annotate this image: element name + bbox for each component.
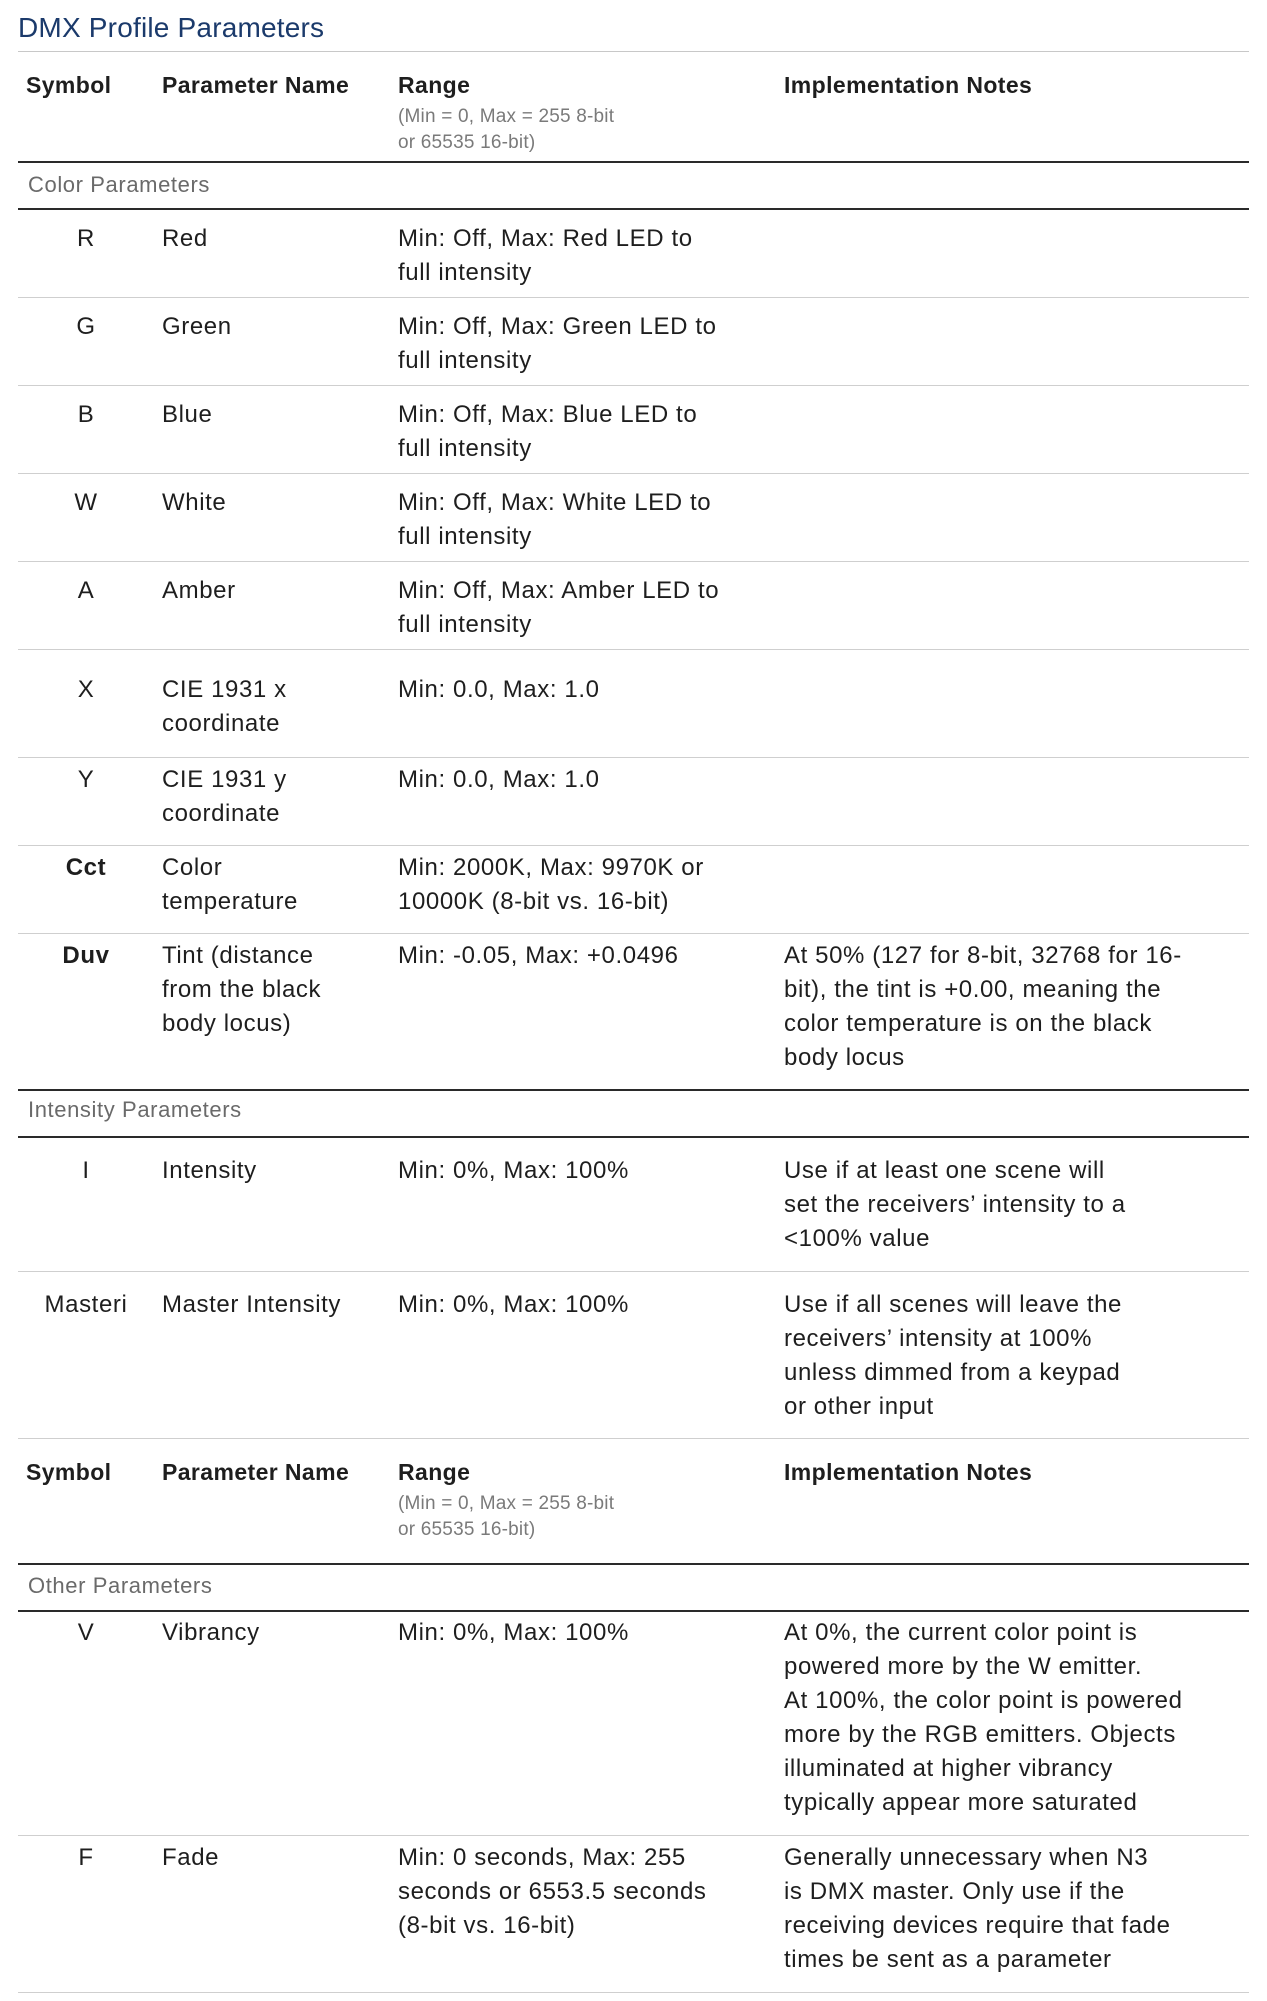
row-range	[398, 561, 784, 649]
row-notes-line: color temperature is on the black	[784, 1009, 1152, 1037]
title-divider	[18, 51, 1249, 52]
table-row	[18, 385, 1249, 473]
header-range-sub-2: or 65535 16-bit)	[398, 132, 536, 153]
row-notes	[784, 1835, 1249, 1992]
row-parameter-name	[154, 757, 398, 845]
row-notes	[784, 933, 1249, 1090]
row-name-line: CIE 1931 y	[162, 765, 287, 793]
row-notes	[784, 209, 1249, 297]
header-range	[398, 68, 784, 162]
row-notes-line: At 100%, the color point is powered	[784, 1687, 1183, 1714]
section-row-color	[18, 162, 1249, 209]
row-notes	[784, 297, 1249, 385]
header-range-label: Range	[398, 72, 471, 98]
row-notes	[784, 649, 1249, 757]
table-row	[18, 209, 1249, 297]
row-notes	[784, 1611, 1249, 1835]
table-row	[18, 1835, 1249, 1992]
row-symbol: W	[74, 488, 98, 516]
row-notes-line: times be sent as a parameter	[784, 1945, 1112, 1973]
section-label-color: Color Parameters	[28, 172, 210, 197]
header-symbol: Symbol	[26, 72, 112, 98]
row-notes	[784, 1271, 1249, 1438]
row-notes	[784, 473, 1249, 561]
table-row	[18, 561, 1249, 649]
row-parameter-name: Blue	[162, 400, 213, 428]
row-range-line: seconds or 6553.5 seconds	[398, 1877, 707, 1905]
row-name-line: Color	[162, 853, 223, 881]
table-header-row	[18, 68, 1249, 162]
row-notes	[784, 561, 1249, 649]
row-notes-line: Use if all scenes will leave the	[784, 1290, 1123, 1318]
header-range-sub-1: (Min = 0, Max = 255 8-bit	[398, 106, 615, 127]
table-row	[18, 757, 1249, 845]
row-range: Min: 0.0, Max: 1.0	[398, 765, 600, 793]
table-row	[18, 473, 1249, 561]
row-range-line: full intensity	[398, 259, 532, 286]
row-range	[398, 845, 784, 933]
table-row	[18, 845, 1249, 933]
row-range	[398, 297, 784, 385]
row-symbol: V	[77, 1619, 95, 1646]
row-range: Min: 0%, Max: 100%	[398, 1157, 629, 1184]
row-symbol: I	[82, 1157, 90, 1184]
row-range: Min: -0.05, Max: +0.0496	[398, 941, 679, 969]
row-range	[398, 385, 784, 473]
table-header-row	[18, 1452, 1249, 1564]
row-range	[398, 1835, 784, 1992]
row-range-line: Min: Off, Max: Green LED to	[398, 312, 717, 340]
header-implementation-notes: Implementation Notes	[784, 1459, 1033, 1485]
page-title: DMX Profile Parameters	[18, 12, 325, 43]
row-range-line: full intensity	[398, 522, 532, 550]
parameters-table-1	[18, 68, 1249, 1439]
row-notes-line: unless dimmed from a keypad	[784, 1358, 1121, 1386]
row-name-line: coordinate	[162, 709, 281, 737]
row-notes	[784, 385, 1249, 473]
row-range-line: full intensity	[398, 610, 532, 638]
table-row	[18, 1137, 1249, 1271]
row-notes-line: receivers’ intensity at 100%	[784, 1324, 1093, 1352]
header-range-sub-2: or 65535 16-bit)	[398, 1519, 536, 1540]
row-range-line: Min: Off, Max: Red LED to	[398, 225, 693, 252]
row-notes-line: bit), the tint is +0.00, meaning the	[784, 975, 1162, 1003]
table-row	[18, 933, 1249, 1090]
row-notes-line: Generally unnecessary when N3	[784, 1843, 1149, 1871]
row-notes-line: receiving devices require that fade	[784, 1911, 1171, 1939]
row-symbol: Duv	[62, 941, 110, 969]
section-row-other	[18, 1564, 1249, 1611]
row-parameter-name: Master Intensity	[162, 1290, 341, 1318]
row-parameter-name: Amber	[162, 576, 236, 604]
row-parameter-name: Red	[162, 225, 208, 252]
row-symbol: B	[77, 400, 95, 428]
header-range-sub-1: (Min = 0, Max = 255 8-bit	[398, 1493, 615, 1514]
row-parameter-name: Vibrancy	[162, 1619, 260, 1646]
header-parameter-name: Parameter Name	[162, 72, 350, 98]
row-parameter-name: Intensity	[162, 1157, 257, 1184]
section-label-intensity: Intensity Parameters	[28, 1097, 242, 1122]
row-notes-line: <100% value	[784, 1225, 931, 1252]
row-notes	[784, 1137, 1249, 1271]
row-parameter-name: Green	[162, 312, 232, 340]
row-name-line: Tint (distance	[162, 941, 314, 969]
header-symbol: Symbol	[26, 1459, 112, 1485]
row-name-line: coordinate	[162, 799, 281, 827]
row-notes-line: powered more by the W emitter.	[784, 1653, 1143, 1680]
row-range-line: full intensity	[398, 434, 532, 462]
row-name-line: from the black	[162, 975, 322, 1003]
row-name-line: body locus)	[162, 1009, 292, 1037]
row-notes	[784, 845, 1249, 933]
row-range: Min: 0%, Max: 100%	[398, 1619, 629, 1646]
row-symbol: Y	[77, 765, 95, 793]
table-row	[18, 1611, 1249, 1835]
header-range	[398, 1452, 784, 1564]
parameters-table-2	[18, 1452, 1249, 1993]
row-notes-line: more by the RGB emitters. Objects	[784, 1721, 1176, 1748]
row-range-line: Min: Off, Max: Amber LED to	[398, 576, 720, 604]
row-symbol: X	[77, 675, 95, 703]
row-notes-line: Use if at least one scene will	[784, 1157, 1105, 1184]
row-notes-line: At 50% (127 for 8-bit, 32768 for 16-	[784, 941, 1182, 969]
row-range-line: Min: 2000K, Max: 9970K or	[398, 853, 704, 881]
row-name-line: CIE 1931 x	[162, 675, 287, 703]
row-notes-line: At 0%, the current color point is	[784, 1619, 1138, 1646]
header-implementation-notes: Implementation Notes	[784, 72, 1033, 98]
row-notes-line: typically appear more saturated	[784, 1789, 1138, 1816]
row-notes-line: body locus	[784, 1043, 905, 1071]
row-parameter-name	[154, 649, 398, 757]
row-range: Min: 0.0, Max: 1.0	[398, 675, 600, 703]
table-row	[18, 1271, 1249, 1438]
row-range-line: Min: Off, Max: Blue LED to	[398, 400, 698, 428]
row-symbol: Cct	[65, 853, 107, 881]
row-parameter-name: White	[162, 488, 227, 516]
row-symbol: F	[78, 1843, 94, 1871]
row-notes-line: illuminated at higher vibrancy	[784, 1755, 1113, 1782]
row-symbol: G	[76, 312, 96, 340]
row-notes	[784, 757, 1249, 845]
row-range: Min: 0%, Max: 100%	[398, 1290, 629, 1318]
row-range-line: Min: Off, Max: White LED to	[398, 488, 712, 516]
row-range	[398, 473, 784, 561]
row-symbol: R	[77, 225, 95, 252]
row-range-line: 10000K (8-bit vs. 16-bit)	[398, 887, 670, 915]
table-row	[18, 649, 1249, 757]
row-notes-line: or other input	[784, 1392, 934, 1420]
row-range-line: (8-bit vs. 16-bit)	[398, 1911, 576, 1939]
row-range-line: Min: 0 seconds, Max: 255	[398, 1843, 686, 1871]
row-notes-line: set the receivers’ intensity to a	[784, 1191, 1126, 1218]
header-parameter-name: Parameter Name	[162, 1459, 350, 1485]
row-parameter-name	[154, 845, 398, 933]
table-row	[18, 297, 1249, 385]
row-range	[398, 209, 784, 297]
section-label-other: Other Parameters	[28, 1573, 213, 1598]
header-range-label: Range	[398, 1459, 471, 1485]
row-symbol: A	[77, 576, 95, 604]
row-name-line: temperature	[162, 887, 298, 915]
row-notes-line: is DMX master. Only use if the	[784, 1877, 1125, 1905]
row-parameter-name	[154, 933, 398, 1090]
row-range-line: full intensity	[398, 346, 532, 374]
row-parameter-name: Fade	[162, 1843, 220, 1871]
section-row-intensity	[18, 1090, 1249, 1137]
row-symbol: Masteri	[44, 1290, 128, 1318]
